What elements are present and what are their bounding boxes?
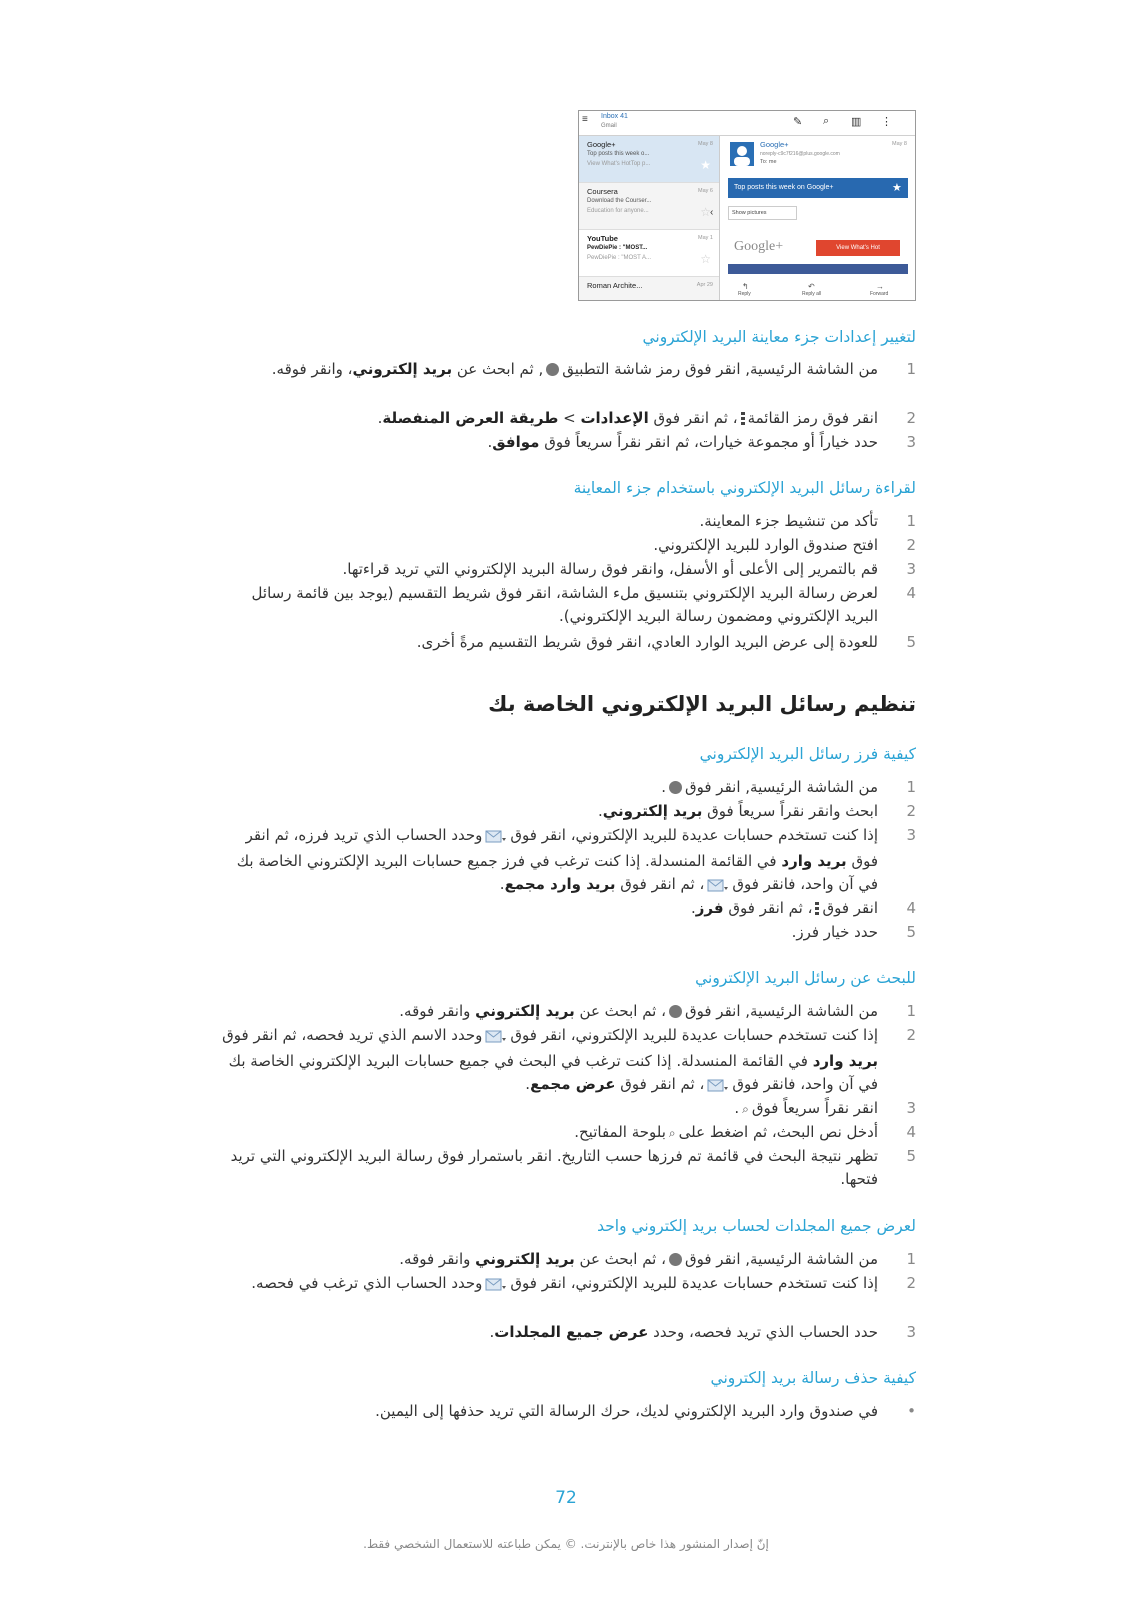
list-item: 5 تظهر نتيجة البحث في قائمة تم فرزها حسب التاريخ. انقر باستمرار فوق رسالة البريد الإلكتروني التي تريد فتحها. [230,1147,916,1188]
list-item: 1 من الشاشة الرئيسية, انقر فوق. [216,776,916,799]
search-icon: ⌕ [668,1126,676,1140]
section-title: كيفية حذف رسالة بريد إلكتروني [710,1369,916,1387]
list-item: 3 حدد الحساب الذي تريد فحصه، وحدد عرض جميع المجلدات. [216,1321,916,1344]
reply-all-label: Reply all [802,291,822,297]
reader-sender: Google+ [760,140,789,149]
reader-to: To: me [760,159,777,165]
list-item: 3 إذا كنت تستخدم حسابات عديدة للبريد الإلكتروني، انقر فوقوحدد الحساب الذي تريد فرزه، ثم انقر فوق بريد وارد في القائمة المنسدلة. إذا كنت ترغب في فرز جميع حسابات البريد الإلكتروني الخاصة بك في آن واحد، فانقر فوق، ثم انقر فوق بريد وارد مجمع. [216,824,916,899]
reader-address: noreply-c9c7f216@plus.google.com [760,151,840,157]
app-grid-icon [546,363,559,376]
step-number: 2 [906,1026,916,1044]
item-sender: Coursera [587,187,618,196]
list-item: 1 من الشاشة الرئيسية, انقر فوق، ثم ابحث عن بريد إلكتروني وانقر فوقه. [216,1248,916,1271]
list-item: 4 انقر فوق، ثم انقر فوق فرز. [216,897,916,920]
list-item: 1 من الشاشة الرئيسية, انقر فوق رمز شاشة التطبيق, ثم ابحث عن بريد إلكتروني، وانقر فوقه. [216,358,916,381]
list-item: 3 قم بالتمرير إلى الأعلى أو الأسفل، وانقر فوق رسالة البريد الإلكتروني التي تريد قراءتها. [216,558,916,581]
brand-logo: Google+ [734,239,784,254]
reader-date: May 8 [892,141,907,147]
item-sender: YouTube [587,234,618,243]
reply-all-icon: ↶ [808,282,815,291]
star-icon: ★ [892,182,902,194]
step-number: 2 [906,409,916,427]
section-title: لقراءة رسائل البريد الإلكتروني باستخدام جزء المعاينة [573,479,916,497]
footer-note: إنّ إصدار المنشور هذا خاص بالإنترنت. © يمكن طباعته للاستعمال الشخصي فقط. [363,1537,769,1551]
action-bar [728,282,908,300]
step-number: 5 [906,923,916,941]
reply-label: Reply [738,291,751,297]
step-number: 1 [906,512,916,530]
list-item: 1 تأكد من تنشيط جزء المعاينة. [216,510,916,533]
page-number: 72 [555,1488,577,1508]
section-title: كيفية فرز رسائل البريد الإلكتروني [699,745,916,763]
item-line: Top posts this week o... [587,151,650,157]
email-app-screenshot [578,110,916,301]
list-item: 2 افتح صندوق الوارد للبريد الإلكتروني. [216,534,916,557]
forward-label: Forward [870,291,889,297]
mail-dropdown-icon [485,1027,507,1050]
step-number: 2 [906,536,916,554]
reading-pane [720,136,915,300]
app-grid-icon [669,1005,682,1018]
list-item: 5 حدد خيار فرز. [216,921,916,944]
item-sender: Roman Archite... [587,281,643,290]
email-banner [728,178,908,198]
search-icon: ⌕ [742,1102,749,1116]
list-item: 3 انقر نقراً سريعاً فوق⌕. [216,1097,916,1121]
step-number: 1 [906,1002,916,1020]
step-number: 5 [906,633,916,651]
banner-text: Top posts this week on Google+ [734,184,834,191]
page-title: تنظيم رسائل البريد الإلكتروني الخاصة بك [488,692,916,716]
list-item: 2 إذا كنت تستخدم حسابات عديدة للبريد الإلكتروني، انقر فوقوحدد الحساب الذي ترغب في فحصه. [216,1272,916,1298]
star-icon: ☆ [700,205,711,219]
list-item [579,230,719,277]
avatar [730,142,754,166]
step-number: 4 [906,899,916,917]
list-item: 4 لعرض رسالة البريد الإلكتروني بتنسيق ملء الشاشة، انقر فوق شريط التقسيم (يوجد بين قائمة رسائل البريد الإلكتروني ومضمون رسالة البريد الإلكتروني). [251,584,916,625]
step-number: 3 [906,826,916,844]
forward-icon: → [876,282,884,291]
splitter-arrow-icon: ‹ [710,207,714,218]
item-line: PewDiePie : "MOST... [587,245,648,251]
list-item: 2 ابحث وانقر نقراً سريعاً فوق بريد إلكتروني. [216,800,916,823]
list-item: 3 حدد خياراً أو مجموعة خيارات، ثم انقر نقراً سريعاً فوق موافق. [216,431,916,454]
list-item [579,136,719,183]
list-item: • في صندوق وارد البريد الإلكتروني لديك، حرك الرسالة التي تريد حذفها إلى اليمين. [216,1400,916,1423]
bullet: • [907,1402,916,1420]
app-toolbar [579,111,915,136]
section-title: لعرض جميع المجلدات لحساب بريد إلكتروني واحد [597,1217,916,1235]
step-number: 2 [906,802,916,820]
step-number: 1 [906,1250,916,1268]
step-number: 4 [906,1123,916,1141]
item-date: Apr 29 [696,282,713,288]
drawer-icon: ≡ [582,114,588,125]
mail-dropdown-icon [707,1076,729,1099]
show-pictures-button: Show pictures [728,206,797,220]
delete-icon: ▥ [851,116,862,128]
item-line: Download the Courser... [587,198,652,204]
item-line: PewDiePie : "MOST A... [587,255,652,261]
item-line: Education for anyone... [587,208,649,214]
section-title: لتغيير إعدادات جزء معاينة البريد الإلكتروني [642,328,916,346]
account-label: Gmail [601,123,617,129]
mail-dropdown-icon [485,827,507,850]
list-item: 1 من الشاشة الرئيسية, انقر فوق، ثم ابحث عن بريد إلكتروني وانقر فوقه. [216,1000,916,1023]
list-item: 2 إذا كنت تستخدم حسابات عديدة للبريد الإلكتروني، انقر فوقوحدد الاسم الذي تريد فحصه، ثم انقر فوق بريد وارد في القائمة المنسدلة. إذا كنت ترغب في البحث في جميع حسابات البريد الإلكتروني الخاصة بك في آن واحد، فانقر فوق، ثم انقر فوق عرض مجمع. [216,1024,916,1099]
cta-button: View What's Hot [816,240,900,256]
list-item [579,183,719,230]
menu-icon [815,902,819,915]
list-item: 4 أدخل نص البحث، ثم اضغط على⌕بلوحة المفاتيح. [216,1121,916,1145]
step-number: 1 [906,778,916,796]
item-date: May 1 [698,235,713,241]
list-item: 5 للعودة إلى عرض البريد الوارد العادي، انقر فوق شريط التقسيم مرةً أخرى. [216,631,916,654]
item-date: May 8 [698,141,713,147]
inbox-label: Inbox 41 [601,113,628,120]
email-bar [728,264,908,274]
star-icon: ★ [700,158,711,172]
step-number: 3 [906,560,916,578]
step-number: 3 [906,1323,916,1341]
step-number: 2 [906,1274,916,1292]
app-grid-icon [669,1253,682,1266]
message-list [579,136,720,300]
step-number: 4 [906,584,916,602]
item-line: View What's HotTop p... [587,161,651,167]
reply-icon: ↰ [742,282,749,291]
list-item: 2 انقر فوق رمز القائمة، ثم انقر فوق الإعدادات > طريقة العرض المنفصلة. [216,407,916,430]
menu-icon [741,412,745,425]
more-icon: ⋮ [881,116,892,128]
mail-dropdown-icon [707,876,729,899]
star-icon: ☆ [700,252,711,266]
step-number: 3 [906,1099,916,1117]
step-number: 5 [906,1147,916,1165]
list-item [579,277,719,301]
section-title: للبحث عن رسائل البريد الإلكتروني [695,969,916,987]
mail-dropdown-icon [485,1275,507,1298]
item-sender: Google+ [587,140,616,149]
step-number: 1 [906,360,916,378]
search-icon: ⌕ [823,115,830,127]
app-grid-icon [669,781,682,794]
step-number: 3 [906,433,916,451]
compose-icon: ✎ [793,116,803,128]
item-date: May 6 [698,188,713,194]
